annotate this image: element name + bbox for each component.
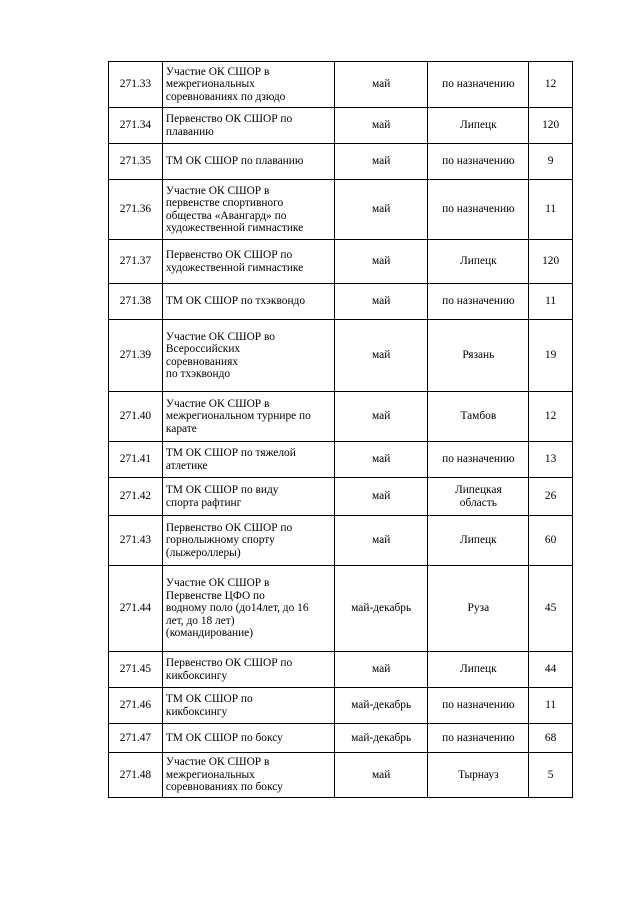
- participant-count-cell: [529, 478, 573, 516]
- table-row: [109, 320, 573, 392]
- event-name-cell: [162, 62, 334, 108]
- table-row: [109, 108, 573, 144]
- participant-count: 13: [544, 453, 557, 466]
- event-name-cell: [162, 478, 334, 516]
- event-place: по назначению: [442, 731, 515, 744]
- row-number: 271.43: [119, 534, 152, 547]
- event-name-cell: [162, 180, 334, 240]
- event-place: по назначению: [442, 155, 515, 168]
- events-table: [108, 61, 573, 798]
- event-date-cell: [334, 320, 428, 392]
- participant-count: 12: [544, 410, 557, 423]
- row-number-cell: [109, 516, 163, 566]
- event-date: май-декабрь: [351, 699, 412, 712]
- participant-count: 120: [542, 119, 560, 132]
- event-place: Липецкая область: [454, 484, 502, 509]
- participant-count-cell: [529, 753, 573, 798]
- row-number: 271.48: [119, 768, 152, 781]
- row-number-cell: [109, 566, 163, 652]
- event-date: май: [372, 203, 391, 216]
- event-name-cell: [162, 284, 334, 320]
- event-place-cell: [428, 688, 529, 724]
- participant-count: 19: [544, 349, 557, 362]
- event-name-cell: [162, 724, 334, 753]
- table-row: [109, 724, 573, 753]
- event-place-cell: [428, 144, 529, 180]
- event-name-cell: [162, 144, 334, 180]
- event-name-cell: [162, 688, 334, 724]
- row-number-cell: [109, 478, 163, 516]
- participant-count-cell: [529, 724, 573, 753]
- event-place: Липецк: [460, 119, 497, 132]
- table-row: [109, 478, 573, 516]
- event-name: Первенство ОК СШОР по художественной гимнастике: [165, 249, 304, 274]
- event-date-cell: [334, 516, 428, 566]
- event-name-cell: [162, 652, 334, 688]
- event-date-cell: [334, 144, 428, 180]
- event-place: по назначению: [442, 699, 515, 712]
- row-number-cell: [109, 753, 163, 798]
- event-place: по назначению: [442, 203, 515, 216]
- event-date-cell: [334, 688, 428, 724]
- event-name: Участие ОК СШОР во Всероссийских соревнованиях по тхэквондо: [165, 330, 275, 380]
- participant-count-cell: [529, 320, 573, 392]
- row-number-cell: [109, 240, 163, 284]
- event-name: Участие ОК СШОР в межрегиональных соревнованиях по дзюдо: [165, 65, 286, 103]
- row-number: 271.36: [119, 203, 152, 216]
- event-name: Первенство ОК СШОР по плаванию: [165, 113, 293, 138]
- table-row: [109, 566, 573, 652]
- event-place: Липецк: [460, 663, 497, 676]
- event-place: Липецк: [460, 534, 497, 547]
- row-number-cell: [109, 652, 163, 688]
- event-date: май: [372, 119, 391, 132]
- event-date: май-декабрь: [351, 731, 412, 744]
- event-name: Участие ОК СШОР в первенстве спортивного общества «Авангард» по художественной гимнастике: [165, 184, 304, 234]
- event-place: Рязань: [462, 349, 495, 362]
- event-date-cell: [334, 724, 428, 753]
- event-date: май: [372, 410, 391, 423]
- table-row: [109, 240, 573, 284]
- event-name: Участие ОК СШОР в межрегиональных соревнованиях по боксу: [165, 756, 283, 794]
- row-number: 271.34: [119, 119, 152, 132]
- event-date: май: [372, 255, 391, 268]
- event-place-cell: [428, 442, 529, 478]
- event-place: по назначению: [442, 78, 515, 91]
- row-number: 271.35: [119, 155, 152, 168]
- event-name: ТМ ОК СШОР по плаванию: [165, 155, 304, 168]
- row-number-cell: [109, 688, 163, 724]
- participant-count-cell: [529, 144, 573, 180]
- event-place-cell: [428, 478, 529, 516]
- event-date-cell: [334, 652, 428, 688]
- event-place-cell: [428, 516, 529, 566]
- row-number: 271.38: [119, 295, 152, 308]
- event-date-cell: [334, 442, 428, 478]
- event-name: ТМ ОК СШОР по боксу: [165, 731, 283, 744]
- event-place-cell: [428, 284, 529, 320]
- event-date: май: [372, 534, 391, 547]
- event-place: Липецк: [460, 255, 497, 268]
- event-date: май: [372, 295, 391, 308]
- participant-count: 44: [544, 663, 557, 676]
- event-date: май: [372, 490, 391, 503]
- event-place-cell: [428, 62, 529, 108]
- event-name-cell: [162, 442, 334, 478]
- event-name-cell: [162, 240, 334, 284]
- event-name: Участие ОК СШОР в Первенстве ЦФО по водному поло (до14лет, до 16 лет, до 18 лет) (командирование): [165, 577, 309, 640]
- row-number: 271.46: [119, 699, 152, 712]
- participant-count: 120: [542, 255, 560, 268]
- event-name-cell: [162, 108, 334, 144]
- row-number: 271.47: [119, 731, 152, 744]
- event-place-cell: [428, 392, 529, 442]
- table-row: [109, 688, 573, 724]
- event-name: ТМ ОК СШОР по виду спорта рафтинг: [165, 484, 279, 509]
- table-row: [109, 62, 573, 108]
- participant-count-cell: [529, 442, 573, 478]
- event-place-cell: [428, 108, 529, 144]
- row-number-cell: [109, 180, 163, 240]
- event-date-cell: [334, 108, 428, 144]
- event-name-cell: [162, 392, 334, 442]
- participant-count: 12: [544, 78, 557, 91]
- participant-count-cell: [529, 108, 573, 144]
- event-place-cell: [428, 753, 529, 798]
- event-place: по назначению: [442, 453, 515, 466]
- row-number: 271.44: [119, 602, 152, 615]
- row-number-cell: [109, 442, 163, 478]
- participant-count: 9: [547, 155, 554, 168]
- event-date: май: [372, 453, 391, 466]
- event-place: по назначению: [442, 295, 515, 308]
- event-place-cell: [428, 652, 529, 688]
- event-name: ТМ ОК СШОР по тхэквондо: [165, 295, 306, 308]
- participant-count-cell: [529, 180, 573, 240]
- participant-count: 11: [545, 203, 557, 216]
- events-table-body: [109, 62, 573, 798]
- event-place-cell: [428, 180, 529, 240]
- row-number: 271.37: [119, 255, 152, 268]
- table-row: [109, 392, 573, 442]
- participant-count: 11: [545, 699, 557, 712]
- participant-count: 45: [544, 602, 557, 615]
- event-date-cell: [334, 240, 428, 284]
- participant-count: 5: [547, 768, 554, 781]
- event-date: май: [372, 663, 391, 676]
- event-place-cell: [428, 240, 529, 284]
- event-name-cell: [162, 516, 334, 566]
- table-row: [109, 516, 573, 566]
- event-name-cell: [162, 566, 334, 652]
- row-number: 271.42: [119, 490, 152, 503]
- participant-count: 68: [544, 731, 557, 744]
- table-row: [109, 652, 573, 688]
- event-date-cell: [334, 392, 428, 442]
- participant-count: 60: [544, 534, 557, 547]
- row-number-cell: [109, 108, 163, 144]
- participant-count-cell: [529, 566, 573, 652]
- row-number-cell: [109, 320, 163, 392]
- event-name-cell: [162, 320, 334, 392]
- event-name: Первенство ОК СШОР по кикбоксингу: [165, 657, 293, 682]
- participant-count-cell: [529, 284, 573, 320]
- participant-count-cell: [529, 516, 573, 566]
- row-number-cell: [109, 62, 163, 108]
- event-place: Тырнауз: [458, 768, 499, 781]
- event-name: ТМ ОК СШОР по тяжелой атлетике: [165, 447, 296, 472]
- table-row: [109, 442, 573, 478]
- row-number: 271.41: [119, 453, 152, 466]
- event-date: май: [372, 155, 391, 168]
- event-place: Тамбов: [460, 410, 497, 423]
- table-row: [109, 284, 573, 320]
- row-number: 271.33: [119, 78, 152, 91]
- participant-count-cell: [529, 392, 573, 442]
- event-place-cell: [428, 320, 529, 392]
- participant-count-cell: [529, 62, 573, 108]
- event-date: май: [372, 768, 391, 781]
- event-name-cell: [162, 753, 334, 798]
- event-date-cell: [334, 62, 428, 108]
- event-name: ТМ ОК СШОР по кикбоксингу: [165, 693, 253, 718]
- participant-count-cell: [529, 240, 573, 284]
- event-date-cell: [334, 180, 428, 240]
- row-number-cell: [109, 392, 163, 442]
- table-row: [109, 144, 573, 180]
- event-place: Руза: [467, 602, 490, 615]
- event-date-cell: [334, 478, 428, 516]
- table-row: [109, 753, 573, 798]
- row-number-cell: [109, 144, 163, 180]
- event-name: Первенство ОК СШОР по горнолыжному спорту (лыжероллеры): [165, 521, 293, 559]
- event-date: май-декабрь: [351, 602, 412, 615]
- row-number: 271.39: [119, 349, 152, 362]
- event-date: май: [372, 349, 391, 362]
- event-date: май: [372, 78, 391, 91]
- event-name: Участие ОК СШОР в межрегиональном турнире по карате: [165, 397, 311, 435]
- participant-count-cell: [529, 652, 573, 688]
- event-place-cell: [428, 724, 529, 753]
- event-date-cell: [334, 284, 428, 320]
- row-number: 271.40: [119, 410, 152, 423]
- participant-count: 26: [544, 490, 557, 503]
- event-date-cell: [334, 753, 428, 798]
- participant-count: 11: [545, 295, 557, 308]
- event-date-cell: [334, 566, 428, 652]
- row-number-cell: [109, 724, 163, 753]
- event-place-cell: [428, 566, 529, 652]
- table-row: [109, 180, 573, 240]
- row-number: 271.45: [119, 663, 152, 676]
- participant-count-cell: [529, 688, 573, 724]
- row-number-cell: [109, 284, 163, 320]
